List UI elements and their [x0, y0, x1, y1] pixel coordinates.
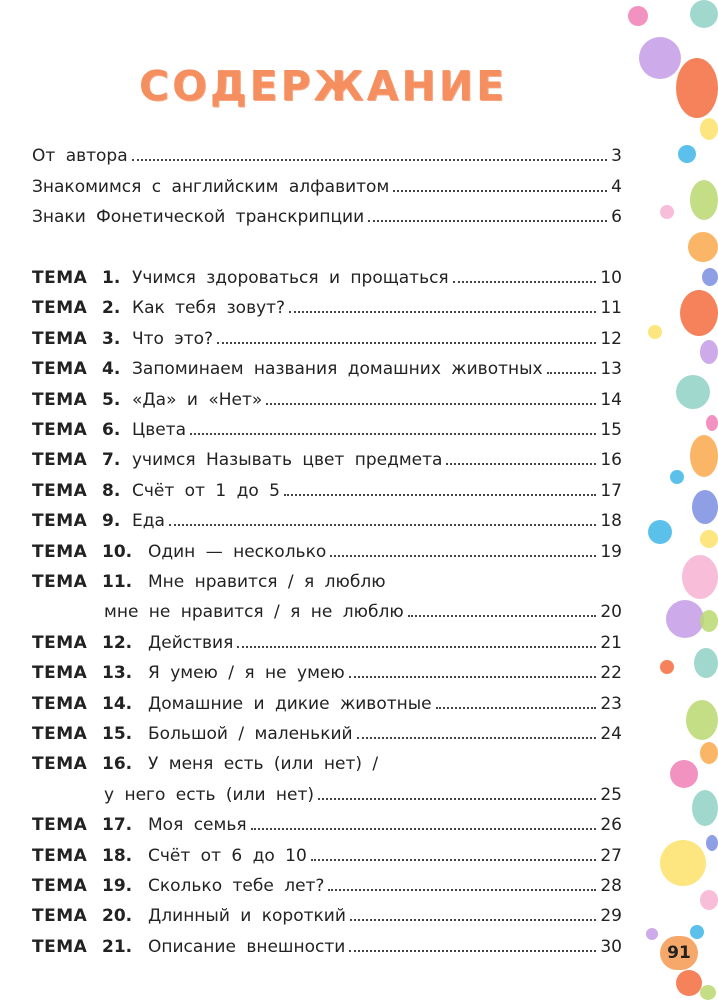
page-ref: 6 — [611, 207, 622, 227]
topic-label: ТЕМА — [32, 298, 88, 318]
page-ref: 13 — [600, 359, 622, 379]
decorative-circle — [676, 375, 710, 409]
decorative-circle — [700, 742, 718, 764]
topic-label: ТЕМА — [32, 359, 88, 379]
page-ref: 19 — [600, 542, 622, 562]
topic-title: Описание внешности — [148, 937, 346, 957]
topic-row — [32, 448, 622, 472]
topic-number: 19. — [102, 876, 133, 896]
page-ref: 30 — [600, 937, 622, 957]
decorative-circle — [690, 925, 704, 939]
dot-leader — [547, 372, 596, 374]
dot-leader — [393, 190, 607, 192]
topic-title: Один — несколько — [148, 542, 327, 562]
decorative-circle — [692, 790, 718, 826]
decorative-circle — [660, 840, 706, 886]
decorative-circle — [639, 37, 681, 79]
intro-row — [32, 175, 622, 199]
decorative-circle — [702, 268, 718, 286]
topic-number: 4. — [102, 359, 121, 379]
dot-leader — [330, 555, 596, 557]
intro-title: Знаки Фонетической транскрипции — [32, 207, 365, 227]
decorative-circle — [666, 600, 704, 638]
topic-title-continued: мне не нравится / я не люблю — [104, 602, 404, 622]
topic-row — [32, 661, 622, 685]
topic-title: У меня есть (или нет) / — [148, 754, 379, 774]
topic-label: ТЕМА — [32, 542, 88, 562]
topic-label: ТЕМА — [32, 663, 88, 683]
topic-label: ТЕМА — [32, 754, 88, 774]
page-ref: 20 — [600, 602, 622, 622]
topic-label: ТЕМА — [32, 633, 88, 653]
topic-number: 14. — [102, 694, 133, 714]
decorative-circle — [694, 648, 718, 678]
topic-row — [32, 935, 622, 959]
topic-row — [32, 388, 622, 412]
topic-number: 11. — [102, 572, 133, 592]
page-ref: 4 — [611, 177, 622, 197]
decorative-circle — [690, 0, 718, 28]
dot-leader — [408, 615, 596, 617]
dot-leader — [436, 707, 596, 709]
decorative-circle — [676, 970, 702, 996]
topic-label: ТЕМА — [32, 268, 88, 288]
page-title: СОДЕРЖАНИЕ — [139, 62, 508, 110]
dot-leader — [446, 463, 596, 465]
dot-leader — [237, 646, 596, 648]
topic-label: ТЕМА — [32, 481, 88, 501]
page-ref: 12 — [600, 329, 622, 349]
topic-title: «Да» и «Нет» — [132, 390, 263, 410]
page-ref: 22 — [600, 663, 622, 683]
topic-row — [32, 296, 622, 320]
dot-leader — [318, 798, 596, 800]
decorative-circle — [692, 490, 718, 524]
topic-number: 17. — [102, 815, 133, 835]
topic-row — [32, 479, 622, 503]
decorative-circle — [700, 890, 718, 910]
topic-title: Сколько тебе лет? — [148, 876, 325, 896]
topic-number: 18. — [102, 846, 133, 866]
topic-row — [32, 813, 622, 837]
decorative-circle — [660, 205, 674, 219]
topic-number: 15. — [102, 724, 133, 744]
page-ref: 17 — [600, 481, 622, 501]
dot-leader — [289, 311, 596, 313]
topic-number: 9. — [102, 511, 121, 531]
dot-leader — [251, 828, 596, 830]
topic-label: ТЕМА — [32, 511, 88, 531]
decorative-circle — [678, 145, 696, 163]
topic-number: 21. — [102, 937, 133, 957]
page-ref: 14 — [600, 390, 622, 410]
topic-title: Счёт от 6 до 10 — [148, 846, 307, 866]
topic-label: ТЕМА — [32, 390, 88, 410]
topic-number: 10. — [102, 542, 133, 562]
dot-leader — [217, 342, 596, 344]
decorative-circle — [682, 555, 718, 599]
dot-leader — [266, 403, 596, 405]
topic-title: учимся Называть цвет предмета — [132, 450, 443, 470]
topic-row-continued — [32, 783, 622, 807]
page-ref: 25 — [600, 785, 622, 805]
topic-title: Большой / маленький — [148, 724, 353, 744]
page-ref: 10 — [600, 268, 622, 288]
decorative-circle — [686, 700, 718, 740]
topic-row — [32, 266, 622, 290]
topic-row — [32, 418, 622, 442]
dot-leader — [328, 889, 596, 891]
dot-leader — [132, 159, 607, 161]
topic-number: 2. — [102, 298, 121, 318]
topic-row — [32, 357, 622, 381]
topic-label: ТЕМА — [32, 420, 88, 440]
topic-label: ТЕМА — [32, 724, 88, 744]
topic-number: 7. — [102, 450, 121, 470]
topic-label: ТЕМА — [32, 876, 88, 896]
topic-number: 16. — [102, 754, 133, 774]
dot-leader — [169, 524, 596, 526]
topic-title: Запоминаем названия домашних животных — [132, 359, 543, 379]
decorative-circle — [700, 340, 718, 364]
page-ref: 23 — [600, 694, 622, 714]
topic-row-continued — [32, 600, 622, 624]
dot-leader — [350, 919, 596, 921]
topic-title: Цвета — [132, 420, 186, 440]
decorative-circle — [700, 530, 718, 548]
dot-leader — [349, 950, 596, 952]
topic-label: ТЕМА — [32, 815, 88, 835]
dot-leader — [357, 737, 596, 739]
page-ref: 21 — [600, 633, 622, 653]
topic-label: ТЕМА — [32, 450, 88, 470]
topic-number: 12. — [102, 633, 133, 653]
topic-label: ТЕМА — [32, 694, 88, 714]
topic-title: Моя семья — [148, 815, 247, 835]
topic-row — [32, 722, 622, 746]
topic-title: Длинный и короткий — [148, 906, 346, 926]
page-ref: 28 — [600, 876, 622, 896]
topic-number: 6. — [102, 420, 121, 440]
intro-row — [32, 205, 622, 229]
topic-row — [32, 904, 622, 928]
topic-title: Как тебя зовут? — [132, 298, 286, 318]
topic-label: ТЕМА — [32, 329, 88, 349]
topic-number: 13. — [102, 663, 133, 683]
decorative-circle — [690, 180, 718, 220]
topic-title: Что это? — [132, 329, 214, 349]
topic-number: 5. — [102, 390, 121, 410]
topic-row — [32, 509, 622, 533]
page-ref: 15 — [600, 420, 622, 440]
decorative-circle — [700, 118, 718, 140]
topic-label: ТЕМА — [32, 846, 88, 866]
decorative-circle — [688, 232, 718, 262]
page-number: 91 — [660, 936, 698, 970]
topic-row — [32, 327, 622, 351]
topic-number: 1. — [102, 268, 121, 288]
topic-title: Учимся здороваться и прощаться — [132, 268, 449, 288]
decorative-circle — [670, 760, 698, 788]
decorative-circle — [706, 835, 718, 851]
decorative-circle — [646, 928, 658, 940]
dot-leader — [349, 676, 596, 678]
topic-label: ТЕМА — [32, 937, 88, 957]
page-ref: 26 — [600, 815, 622, 835]
topic-title: Я умею / я не умею — [148, 663, 345, 683]
topic-title-continued: у него есть (или нет) — [104, 785, 315, 805]
dot-leader — [190, 433, 596, 435]
topic-title: Счёт от 1 до 5 — [132, 481, 280, 501]
topic-row — [32, 540, 622, 564]
intro-title: От автора — [32, 146, 128, 166]
decorative-circle — [670, 470, 684, 484]
dot-leader — [368, 220, 607, 222]
page-ref: 27 — [600, 846, 622, 866]
topic-number: 3. — [102, 329, 121, 349]
topic-number: 20. — [102, 906, 133, 926]
topic-row — [32, 570, 622, 594]
topic-row — [32, 874, 622, 898]
decorative-circle — [690, 435, 718, 477]
page-ref: 29 — [600, 906, 622, 926]
decorative-circle — [628, 6, 648, 26]
page-ref: 11 — [600, 298, 622, 318]
topic-title: Домашние и дикие животные — [148, 694, 432, 714]
dot-leader — [453, 281, 596, 283]
topic-label: ТЕМА — [32, 572, 88, 592]
decorative-circle — [660, 660, 674, 674]
topic-title: Действия — [148, 633, 234, 653]
decorative-circle — [648, 520, 672, 544]
topic-row — [32, 631, 622, 655]
topic-row — [32, 752, 622, 776]
decorative-circle — [706, 415, 718, 431]
decorative-circle — [700, 985, 716, 1000]
page-ref: 16 — [600, 450, 622, 470]
topic-title: Мне нравится / я люблю — [148, 572, 386, 592]
intro-row — [32, 144, 622, 168]
decorative-circle — [648, 325, 662, 339]
decorative-circle — [700, 610, 718, 632]
topic-number: 8. — [102, 481, 121, 501]
page-ref: 3 — [611, 146, 622, 166]
topic-row — [32, 692, 622, 716]
dot-leader — [284, 494, 596, 496]
topic-label: ТЕМА — [32, 906, 88, 926]
topic-title: Еда — [132, 511, 165, 531]
decorative-circle — [676, 58, 718, 118]
page-ref: 18 — [600, 511, 622, 531]
decorative-circle — [680, 290, 718, 336]
topic-row — [32, 844, 622, 868]
intro-title: Знакомимся с английским алфавитом — [32, 177, 390, 197]
dot-leader — [311, 859, 596, 861]
page-ref: 24 — [600, 724, 622, 744]
